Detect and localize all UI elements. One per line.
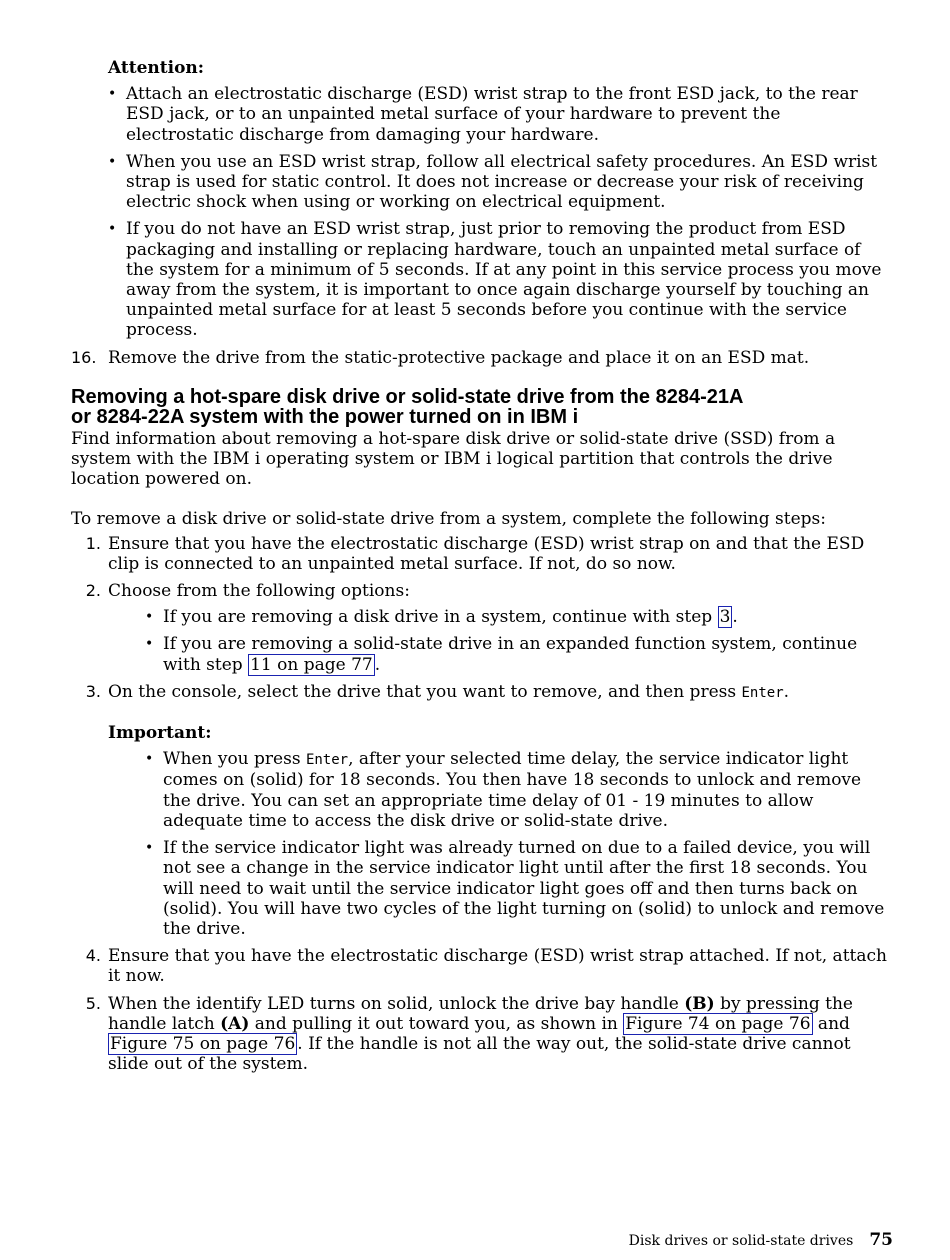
section-heading-line2: or 8284-22A system with the power turned on in IBM i	[71, 405, 579, 428]
step-number: 5.	[85, 993, 101, 1013]
step-text: When the identify LED turns on solid, unlock the drive bay handle (B) by pressing the handle latch (A) and pulling it out toward you, as shown in Figure 74 on page 76 and Figure 75 on page 76 . If the handle is not all the way out, the solid-state drive cannot slide out of the system.	[108, 993, 853, 1075]
step-3	[71, 682, 893, 939]
option-item: • If you are removing a disk drive in a system, continue with step 3 .	[145, 607, 893, 627]
important-label: Important:	[108, 723, 212, 744]
document-page	[71, 58, 893, 1081]
section-heading-line1: Removing a hot-spare disk drive or solid-state drive from the 8284-21A	[71, 385, 744, 408]
steps-lead: To remove a disk drive or solid-state drive from a system, complete the following steps:	[71, 509, 826, 530]
page-number: 75	[869, 1230, 893, 1250]
important-bullet: • When you press Enter, after your selected time delay, the service indicator light comes on (solid) for 18 seconds. You then have 18 seconds to unlock and remove the drive. You can set an appropriate time delay of 01 - 19 minutes to allow adequate time to access the disk drive or solid-state drive.	[145, 749, 893, 831]
step-number: 3.	[85, 681, 101, 701]
step-text: Remove the drive from the static-protective package and place it on an ESD mat.	[108, 347, 810, 368]
enter-key: Enter	[305, 752, 349, 769]
step-3-link[interactable]: 3	[719, 607, 731, 628]
step-1	[71, 534, 893, 574]
options-list	[145, 607, 893, 675]
footer-section-name: Disk drives or solid-state drives	[628, 1233, 854, 1249]
figure-74-link[interactable]: Figure 74 on page 76	[625, 1013, 811, 1034]
enter-key: Enter	[741, 684, 784, 701]
attention-bullet: • Attach an electrostatic discharge (ESD) wrist strap to the front ESD jack, to the rear ESD jack, or to an unpainted metal surface of your hardware to prevent the electrostatic discharge from damaging your hardware.	[108, 84, 893, 145]
figure-75-link[interactable]: Figure 75 on page 76	[110, 1033, 296, 1054]
step-number: 1.	[85, 533, 101, 553]
step-4	[71, 946, 893, 986]
step-text: Ensure that you have the electrostatic discharge (ESD) wrist strap attached. If not, attach it now.	[108, 946, 887, 987]
attention-list	[108, 84, 893, 340]
step-text: Choose from the following options:	[108, 581, 410, 602]
attention-bullet: • When you use an ESD wrist strap, follow all electrical safety procedures. An ESD wrist strap is used for static control. It does not increase or decrease your risk of receiving electric shock when using or working on electrical equipment.	[108, 152, 893, 213]
important-list	[145, 749, 893, 939]
step-11-link[interactable]: 11 on page 77	[250, 654, 373, 675]
step-5	[71, 994, 893, 1075]
page-footer	[629, 1230, 893, 1250]
important-bullet: • If the service indicator light was already turned on due to a failed device, you will not see a change in the service indicator light until after the first 18 seconds. You will need to wait until the service indicator light goes off and then turns back on (solid). You will have two cycles of the light turning on (solid) to unlock and remove the drive.	[145, 838, 893, 939]
option-item: • If you are removing a solid-state drive in an expanded function system, continue with step 11 on page 77 .	[145, 634, 893, 674]
step-number: 4.	[85, 946, 101, 966]
step-2	[71, 581, 893, 675]
attention-bullet: • If you do not have an ESD wrist strap, just prior to removing the product from ESD packaging and installing or replacing hardware, touch an unpainted metal surface of the system for a minimum of 5 seconds. If at any point in this service process you move away from the system, it is important to once again discharge yourself by touching an unpainted metal surface for at least 5 seconds before you continue with the service process.	[108, 219, 893, 340]
section-heading	[71, 387, 893, 427]
step-number: 2.	[85, 581, 101, 601]
section-intro: Find information about removing a hot-spare disk drive or solid-state drive (SSD) from a system with the IBM i operating system or IBM i logical partition that controls the drive location powered on.	[71, 428, 836, 490]
attention-label: Attention:	[108, 58, 205, 78]
step-number: 16.	[71, 347, 97, 367]
step-text: On the console, select the drive that you want to remove, and then press Enter.	[108, 681, 790, 702]
step-16	[71, 348, 893, 368]
step-text: Ensure that you have the electrostatic discharge (ESD) wrist strap on and that the ESD clip is connected to an unpainted metal surface. If not, do so now.	[108, 533, 865, 574]
